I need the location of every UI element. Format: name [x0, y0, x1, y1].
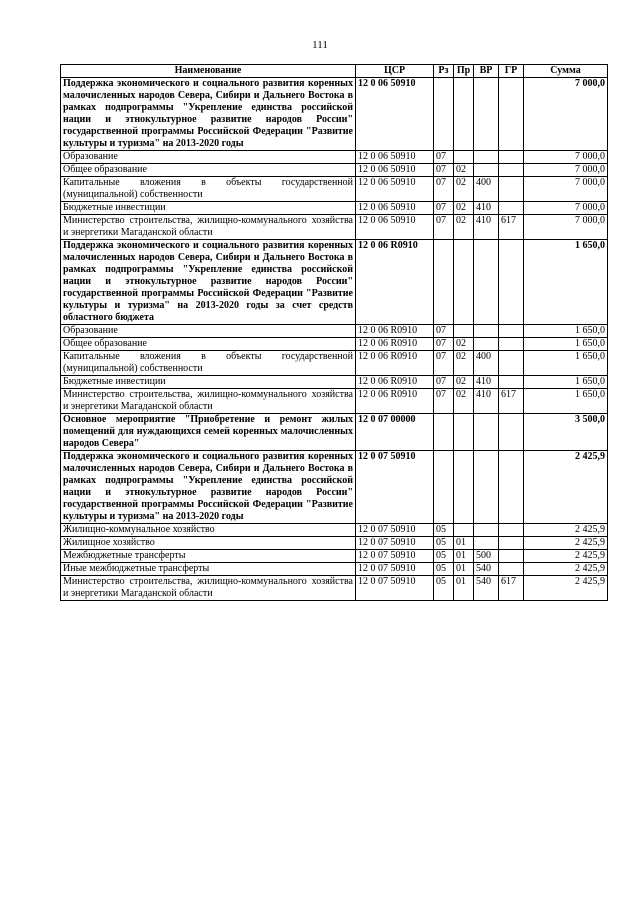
table-row: [61, 151, 608, 164]
table-row: [61, 524, 608, 537]
table-row: [61, 202, 608, 215]
cell-pr: 02: [454, 177, 474, 202]
table-row: [61, 351, 608, 376]
table-row: [61, 389, 608, 414]
cell-csr: 12 0 06 R0910: [356, 389, 434, 414]
cell-sum: 7 000,0: [524, 151, 608, 164]
budget-table: [60, 64, 608, 601]
cell-vr: [474, 451, 499, 524]
cell-vr: [474, 151, 499, 164]
cell-vr: 410: [474, 215, 499, 240]
cell-gr: 617: [499, 215, 524, 240]
cell-sum: 1 650,0: [524, 351, 608, 376]
cell-name: Общее образование: [61, 164, 356, 177]
cell-gr: [499, 78, 524, 151]
table-row: [61, 338, 608, 351]
cell-name: Поддержка экономического и социального развития коренных малочисленных народов Севера, Сибири и Дальнего Востока в рамках подпрограммы "Укрепление единства российской нации и этнокультурное развитие народов России" государственной программы Российской Федерации "Развитие культуры и туризма" на 2013-2020 годы: [61, 451, 356, 524]
cell-sum: 1 650,0: [524, 389, 608, 414]
header-rz: Рз: [434, 65, 454, 78]
cell-rz: 07: [434, 376, 454, 389]
cell-rz: [434, 78, 454, 151]
cell-sum: 2 425,9: [524, 576, 608, 601]
cell-pr: 01: [454, 550, 474, 563]
cell-sum: 7 000,0: [524, 177, 608, 202]
cell-pr: 02: [454, 164, 474, 177]
cell-pr: 01: [454, 537, 474, 550]
cell-name: Министерство строительства, жилищно-коммунального хозяйства и энергетики Магаданской области: [61, 576, 356, 601]
cell-vr: 410: [474, 389, 499, 414]
cell-vr: 540: [474, 576, 499, 601]
cell-csr: 12 0 07 50910: [356, 550, 434, 563]
header-sum: Сумма: [524, 65, 608, 78]
cell-rz: [434, 414, 454, 451]
header-gr: ГР: [499, 65, 524, 78]
table-header-row: [61, 65, 608, 78]
cell-csr: 12 0 06 50910: [356, 177, 434, 202]
cell-sum: 1 650,0: [524, 376, 608, 389]
cell-vr: 500: [474, 550, 499, 563]
cell-vr: [474, 537, 499, 550]
cell-csr: 12 0 06 R0910: [356, 351, 434, 376]
cell-sum: 7 000,0: [524, 202, 608, 215]
cell-name: Капитальные вложения в объекты государственной (муниципальной) собственности: [61, 177, 356, 202]
cell-sum: 7 000,0: [524, 78, 608, 151]
table-row: [61, 325, 608, 338]
cell-rz: [434, 451, 454, 524]
cell-sum: 1 650,0: [524, 325, 608, 338]
cell-csr: 12 0 06 50910: [356, 215, 434, 240]
cell-name: Общее образование: [61, 338, 356, 351]
cell-csr: 12 0 07 50910: [356, 451, 434, 524]
cell-name: Основное мероприятие "Приобретение и ремонт жилых помещений для нуждающихся семей коренных малочисленных народов Севера": [61, 414, 356, 451]
table-row: [61, 550, 608, 563]
cell-vr: [474, 524, 499, 537]
cell-name: Жилищное хозяйство: [61, 537, 356, 550]
table-row: [61, 78, 608, 151]
cell-name: Бюджетные инвестиции: [61, 202, 356, 215]
cell-csr: 12 0 06 50910: [356, 164, 434, 177]
cell-csr: 12 0 07 50910: [356, 576, 434, 601]
cell-csr: 12 0 06 50910: [356, 202, 434, 215]
cell-vr: 400: [474, 351, 499, 376]
cell-gr: [499, 338, 524, 351]
cell-name: Поддержка экономического и социального развития коренных малочисленных народов Севера, Сибири и Дальнего Востока в рамках подпрограммы "Укрепление единства российской нации и этнокультурное развитие народов России" государственной программы Российской Федерации "Развитие культуры и туризма" на 2013-2020 годы: [61, 78, 356, 151]
cell-vr: [474, 78, 499, 151]
page-number: 111: [312, 39, 328, 51]
table-row: [61, 537, 608, 550]
table-row: [61, 240, 608, 325]
cell-name: Иные межбюджетные трансферты: [61, 563, 356, 576]
cell-pr: 02: [454, 389, 474, 414]
cell-csr: 12 0 06 R0910: [356, 376, 434, 389]
cell-pr: 02: [454, 351, 474, 376]
cell-rz: 07: [434, 215, 454, 240]
cell-csr: 12 0 06 50910: [356, 78, 434, 151]
cell-gr: [499, 524, 524, 537]
cell-pr: [454, 325, 474, 338]
cell-sum: 2 425,9: [524, 563, 608, 576]
cell-rz: 05: [434, 524, 454, 537]
table-row: [61, 164, 608, 177]
cell-csr: 12 0 07 50910: [356, 524, 434, 537]
header-csr: ЦСР: [356, 65, 434, 78]
header-vr: ВР: [474, 65, 499, 78]
cell-csr: 12 0 07 00000: [356, 414, 434, 451]
cell-csr: 12 0 06 50910: [356, 151, 434, 164]
cell-vr: 400: [474, 177, 499, 202]
cell-rz: 07: [434, 151, 454, 164]
cell-name: Образование: [61, 325, 356, 338]
cell-rz: 05: [434, 537, 454, 550]
cell-vr: 540: [474, 563, 499, 576]
cell-sum: 7 000,0: [524, 164, 608, 177]
cell-gr: [499, 240, 524, 325]
cell-pr: [454, 240, 474, 325]
cell-vr: 410: [474, 202, 499, 215]
cell-gr: [499, 177, 524, 202]
cell-pr: [454, 524, 474, 537]
cell-pr: 01: [454, 576, 474, 601]
cell-vr: [474, 164, 499, 177]
cell-gr: [499, 414, 524, 451]
cell-pr: 02: [454, 376, 474, 389]
cell-pr: 01: [454, 563, 474, 576]
cell-name: Жилищно-коммунальное хозяйство: [61, 524, 356, 537]
cell-vr: 410: [474, 376, 499, 389]
cell-pr: 02: [454, 338, 474, 351]
cell-gr: [499, 151, 524, 164]
cell-sum: 2 425,9: [524, 524, 608, 537]
cell-rz: 07: [434, 325, 454, 338]
cell-rz: 07: [434, 202, 454, 215]
cell-rz: 07: [434, 351, 454, 376]
table-row: [61, 376, 608, 389]
cell-sum: 1 650,0: [524, 338, 608, 351]
cell-csr: 12 0 07 50910: [356, 563, 434, 576]
table-row: [61, 177, 608, 202]
cell-name: Капитальные вложения в объекты государственной (муниципальной) собственности: [61, 351, 356, 376]
cell-name: Поддержка экономического и социального развития коренных малочисленных народов Севера, Сибири и Дальнего Востока в рамках подпрограммы "Укрепление единства российской нации и этнокультурное развитие народов России" государственной программы Российской Федерации "Развитие культуры и туризма" на 2013-2020 годы за счет средств областного бюджета: [61, 240, 356, 325]
cell-vr: [474, 325, 499, 338]
cell-gr: [499, 164, 524, 177]
cell-sum: 7 000,0: [524, 215, 608, 240]
cell-name: Министерство строительства, жилищно-коммунального хозяйства и энергетики Магаданской области: [61, 389, 356, 414]
cell-rz: 07: [434, 164, 454, 177]
cell-csr: 12 0 06 R0910: [356, 240, 434, 325]
cell-gr: [499, 537, 524, 550]
cell-name: Министерство строительства, жилищно-коммунального хозяйства и энергетики Магаданской области: [61, 215, 356, 240]
cell-gr: [499, 325, 524, 338]
cell-sum: 2 425,9: [524, 537, 608, 550]
table-row: [61, 215, 608, 240]
cell-vr: [474, 338, 499, 351]
cell-vr: [474, 414, 499, 451]
table-row: [61, 576, 608, 601]
cell-sum: 1 650,0: [524, 240, 608, 325]
table-row: [61, 451, 608, 524]
cell-name: Межбюджетные трансферты: [61, 550, 356, 563]
cell-rz: 05: [434, 550, 454, 563]
cell-rz: [434, 240, 454, 325]
cell-pr: 02: [454, 202, 474, 215]
cell-sum: 3 500,0: [524, 414, 608, 451]
cell-gr: [499, 376, 524, 389]
cell-gr: [499, 351, 524, 376]
header-pr: Пр: [454, 65, 474, 78]
cell-gr: 617: [499, 389, 524, 414]
cell-rz: 07: [434, 177, 454, 202]
cell-pr: [454, 151, 474, 164]
cell-gr: 617: [499, 576, 524, 601]
cell-pr: [454, 451, 474, 524]
table-row: [61, 563, 608, 576]
cell-sum: 2 425,9: [524, 451, 608, 524]
cell-gr: [499, 563, 524, 576]
cell-csr: 12 0 06 R0910: [356, 338, 434, 351]
table-row: [61, 414, 608, 451]
cell-vr: [474, 240, 499, 325]
cell-sum: 2 425,9: [524, 550, 608, 563]
cell-gr: [499, 451, 524, 524]
cell-pr: [454, 78, 474, 151]
cell-csr: 12 0 06 R0910: [356, 325, 434, 338]
cell-gr: [499, 202, 524, 215]
cell-csr: 12 0 07 50910: [356, 537, 434, 550]
cell-name: Бюджетные инвестиции: [61, 376, 356, 389]
cell-rz: 07: [434, 338, 454, 351]
cell-rz: 05: [434, 563, 454, 576]
header-name: Наименование: [61, 65, 356, 78]
cell-pr: 02: [454, 215, 474, 240]
cell-rz: 05: [434, 576, 454, 601]
table-body: [61, 78, 608, 601]
cell-gr: [499, 550, 524, 563]
cell-pr: [454, 414, 474, 451]
cell-rz: 07: [434, 389, 454, 414]
cell-name: Образование: [61, 151, 356, 164]
